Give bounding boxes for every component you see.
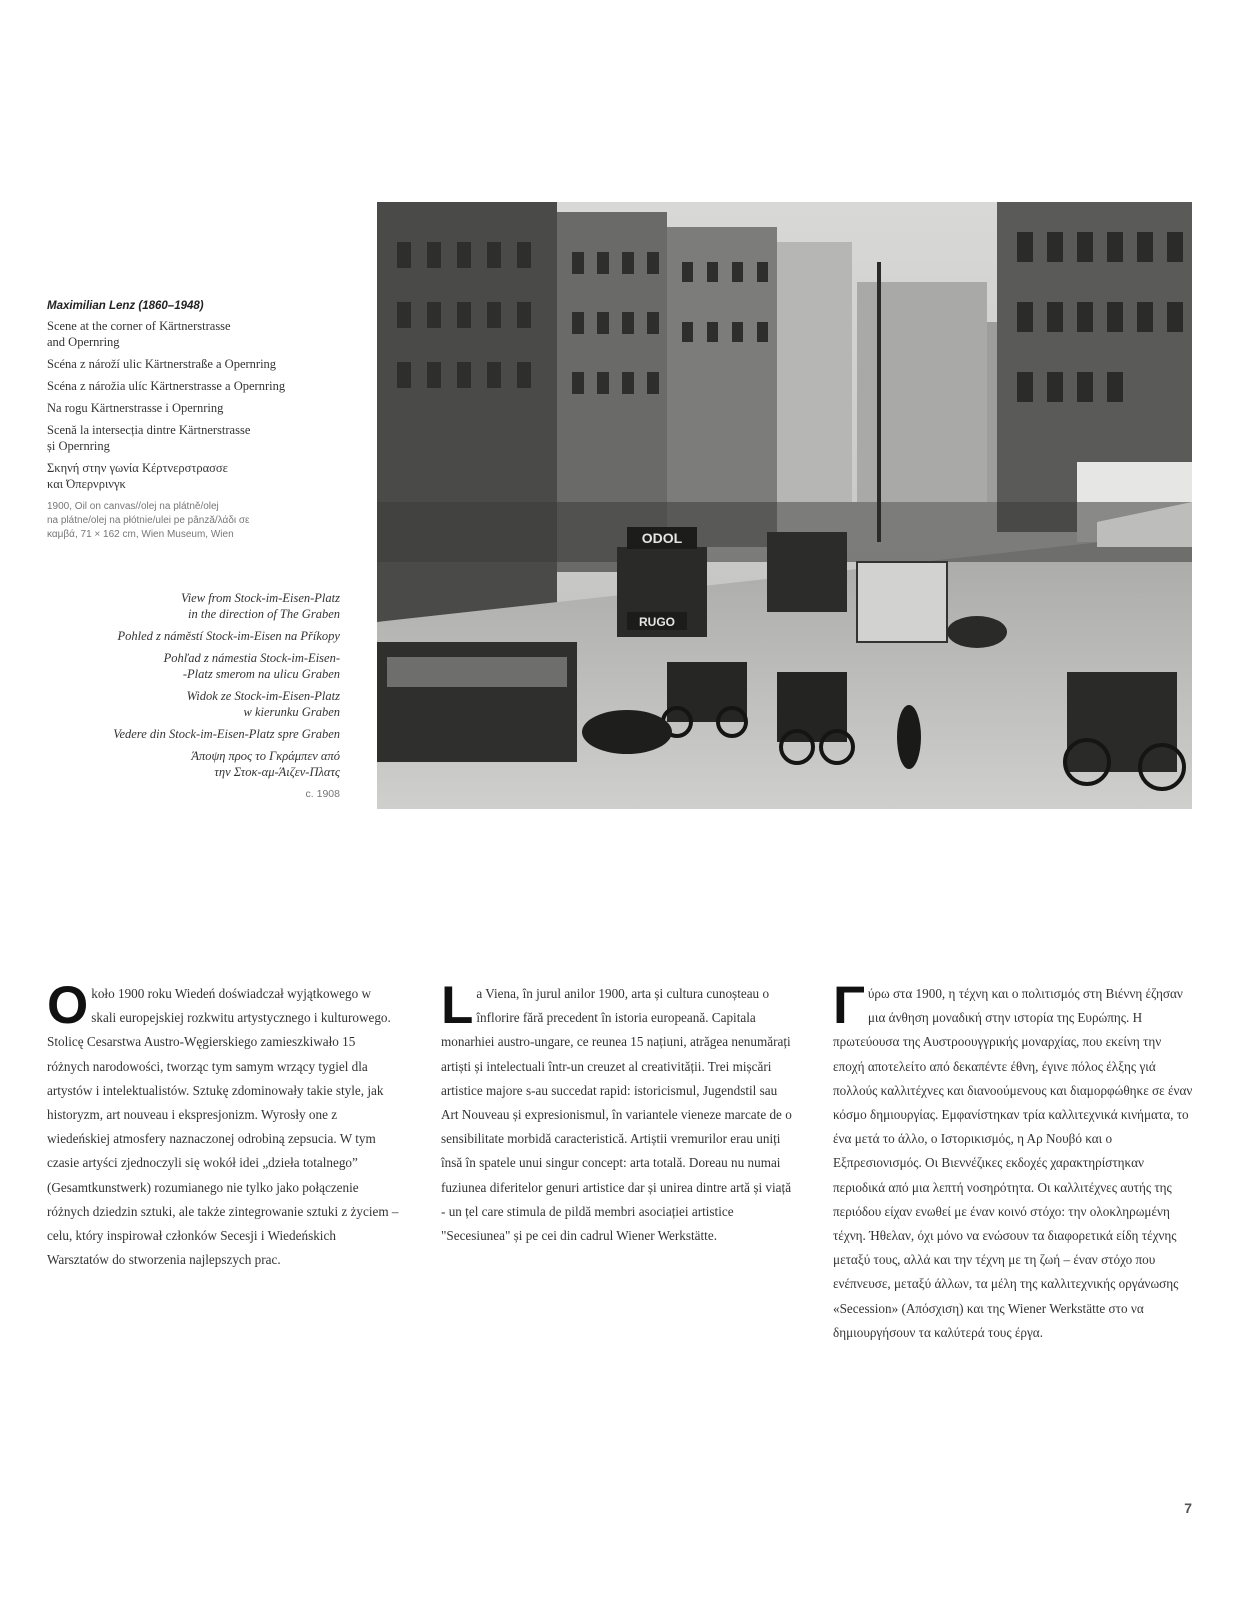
page-number: 7 (1184, 1500, 1192, 1516)
photo-caption-el: Άποψη προς το Γκράμπεν από την Στοκ-αμ-Άιζεν-Πλατς (191, 749, 340, 779)
photo-caption-en: View from Stock-im-Eisen-Platz in the direction of The Graben (181, 591, 340, 621)
photo-sign-odol: ODOL (641, 530, 683, 546)
photo-caption-cs: Pohled z náměstí Stock-im-Eisen na Příkopy (117, 629, 340, 643)
body-paragraph-romanian: a Viena, în jurul anilor 1900, arta și cultura cunoșteau o înflorire fără precedent în istoria europeană. Capitala monarhiei austro-ungare, ce reunea 15 națiuni, atrăgea nenumărați artiști și intelectuali într-un creuzet al creativității. Trei mișcări artistice majore s-au succedat rapid: istoricismul, Jugendstil sau Art Nouveau și expresionismul, în variantele vieneze marcate de o sensibilitate morbidă caracteristică. Artiștii vremurilor erau uniți însă în spatele unui singur concept: arta totală. Doreau nu numai fuziunea diferitelor genuri artistice dar și unirea dintre artă și viață - un țel care stimula de pildă membri asociației artistice "Secesiunea" și pe cei din cadrul Wiener Werkstätte. (441, 986, 792, 1244)
body-text-polish (47, 976, 399, 1272)
body-text-romanian (441, 976, 793, 1248)
artwork-title-pl: Na rogu Kärtnerstrasse i Opernring (47, 401, 224, 415)
photo-caption (60, 590, 340, 808)
dropcap-romanian: L (441, 976, 474, 1035)
dropcap-greek: Γ (833, 976, 865, 1035)
artwork-title-el: Σκηνή στην γωνία Κέρτνερστρασσε και Όπερνρινγκ (47, 461, 228, 491)
artwork-medium: 1900, Oil on canvas//olej na plátně/olej na plátne/olej na płótnie/ulei pe pânză/λάδι σε καμβά, 71 × 162 cm, Wien Museum, Wien (47, 501, 250, 540)
photo-date: c. 1908 (305, 788, 340, 800)
dropcap-polish: O (47, 976, 89, 1035)
artwork-title-en: Scene at the corner of Kärtnerstrasse and Opernring (47, 319, 231, 349)
photo-caption-sk: Pohľad z námestia Stock-im-Eisen- -Platz smerom na ulicu Graben (163, 651, 340, 681)
artwork-caption (47, 300, 347, 542)
photo-caption-ro: Vedere din Stock-im-Eisen-Platz spre Graben (113, 727, 340, 741)
body-text-greek (833, 976, 1195, 1345)
body-paragraph-greek: ύρω στα 1900, η τέχνη και ο πολιτισμός στη Βιέννη έζησαν μια άνθηση μοναδική στην ιστορία της Ευρώπης. Η πρωτεύουσα της Αυστροουγγρικής μοναρχίας, που εκείνη την εποχή αποτελείτο από δεκαπέντε έθνη, έγινε πόλος έλξης γιά πολλούς καλλιτέχνες και διανοούμενους και διαμορφώθηκε σε έναν κόσμο δημιουργίας. Εμφανίστηκαν τρία καλλιτεχνικά κινήματα, το ένα μετά το άλλο, ο Ιστορικισμός, η Αρ Νουβό και ο Εξπρεσιονισμός. Οι Βιεννέζικες εκδοχές χαρακτηρίστηκαν περιοδικά από μια λεπτή νοσηρότητα. Οι καλλιτέχνες αυτής της περιόδου είχαν ενωθεί με έναν κοινό στόχο: την ολοκληρωμένη τέχνη. Ήθελαν, όχι μόνο να ενώσουν τα διαφορετικά είδη τέχνης μεταξύ τους, αλλά και την τέχνη με τη ζωή – έναν στόχο που ενέπνευσε, μεταξύ άλλων, τα μέλη της καλλιτεχνικής οργάνωσης «Secession» (Απόσχιση) και της Wiener Werkstätte στο να δημιουργήσουν τα καλύτερά τους έργα. (833, 986, 1193, 1340)
historic-street-photo (377, 202, 1192, 809)
artwork-title-cs: Scéna z nároží ulic Kärtnerstraße a Opernring (47, 357, 277, 371)
photo-sign-rugo: RUGO (639, 615, 675, 629)
artwork-title-sk: Scéna z nárožia ulíc Kärtnerstrasse a Opernring (47, 379, 286, 393)
artwork-title-ro: Scenă la intersecția dintre Kärtnerstrasse și Opernring (47, 423, 251, 453)
body-paragraph-polish: koło 1900 roku Wiedeń doświadczał wyjątkowego w skali europejskiej rozkwitu artystycznego i kulturowego. Stolicę Cesarstwa Austro-Węgierskiego zamieszkiwało 15 różnych narodowości, tworząc tym samym wrzący tygiel dla artystów i intelektualistów. Sztukę zdominowały takie style, jak historyzm, art nouveau i ekspresjonizm. Wyrosły one z wiedeńskiej atmosfery naznaczonej odrobiną zepsucia. W tym czasie artyści zjednoczyli się wokół idei „dzieła totalnego” (Gesamtkunstwerk) rozumianego nie tylko jako połączenie różnych dziedzin sztuki, ale także zintegrowanie sztuki z życiem – celu, który inspirował członków Secesji i Wiedeńskich Warsztatów do stworzenia najlepszych prac. (47, 986, 399, 1268)
artist-name: Maximilian Lenz (1860–1948) (47, 300, 204, 312)
photo-caption-pl: Widok ze Stock-im-Eisen-Platz w kierunku Graben (186, 689, 340, 719)
